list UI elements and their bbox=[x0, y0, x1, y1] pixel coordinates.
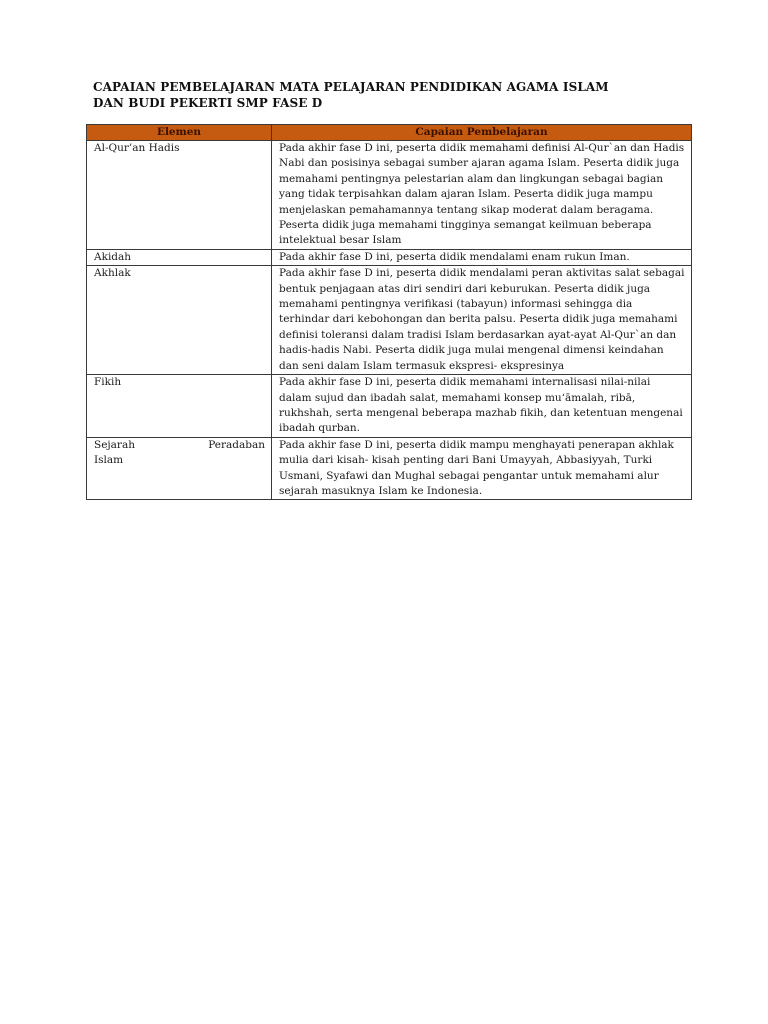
table-row bbox=[87, 141, 692, 250]
element-word: Peradaban bbox=[208, 438, 265, 451]
achievement-cell: Pada akhir fase D ini, peserta didik mampu menghayati penerapan akhlak mulia dari kisah- kisah penting dari Bani Umayyah, Abbasiyyah, Turki Usmani, Syafawi dan Mughal sebagai pengantar untuk memahami alur sejarah masuknya Islam ke Indonesia. bbox=[272, 437, 692, 500]
element-cell: Akidah bbox=[87, 249, 272, 265]
element-cell: Akhlak bbox=[87, 266, 272, 375]
element-cell: Al-Qur’an Hadis bbox=[87, 141, 272, 250]
element-cell bbox=[87, 437, 272, 500]
achievement-cell: Pada akhir fase D ini, peserta didik mendalami peran aktivitas salat sebagai bentuk penjagaan atas diri sendiri dari keburukan. Peserta didik juga memahami pentingnya verifikasi (tabayun) informasi sehingga dia terhindar dari kebohongan dan berita palsu. Peserta didik juga memahami definisi toleransi dalam tradisi Islam berdasarkan ayat-ayat Al-Qur`an dan hadis-hadis Nabi. Peserta didik juga mulai mengenal dimensi keindahan dan seni dalam Islam termasuk ekspresi- ekspresinya bbox=[272, 266, 692, 375]
element-word: Sejarah bbox=[94, 438, 135, 451]
header-elemen: Elemen bbox=[87, 125, 272, 141]
element-cell: Fikih bbox=[87, 375, 272, 438]
document-title-line-2: DAN BUDI PEKERTI SMP FASE D bbox=[93, 95, 323, 110]
element-text-line bbox=[94, 438, 265, 453]
achievement-cell: Pada akhir fase D ini, peserta didik memahami internalisasi nilai-nilai dalam sujud dan ibadah salat, memahami konsep mu‘āmalah, ribā, rukhshah, serta mengenal beberapa mazhab fikih, dan ketentuan mengenai ibadah qurban. bbox=[272, 375, 692, 438]
table-row bbox=[87, 375, 692, 438]
table-row bbox=[87, 266, 692, 375]
document-title-line-1: CAPAIAN PEMBELAJARAN MATA PELAJARAN PENDIDIKAN AGAMA ISLAM bbox=[93, 80, 609, 94]
table-row bbox=[87, 437, 692, 500]
table-body bbox=[87, 141, 692, 500]
achievement-cell: Pada akhir fase D ini, peserta didik memahami definisi Al-Qur`an dan Hadis Nabi dan posisinya sebagai sumber ajaran agama Islam. Peserta didik juga memahami pentingnya pelestarian alam dan lingkungan sebagai bagian yang tidak terpisahkan dalam ajaran Islam. Peserta didik juga mampu menjelaskan pemahamannya tentang sikap moderat dalam beragama. Peserta didik juga memahami tingginya semangat keilmuan beberapa intelektual besar Islam bbox=[272, 141, 692, 250]
header-capaian-pembelajaran: Capaian Pembelajaran bbox=[272, 125, 692, 141]
table-header-row bbox=[87, 125, 692, 141]
element-word: Islam bbox=[94, 454, 124, 467]
achievement-table bbox=[86, 124, 692, 500]
table-header bbox=[87, 125, 692, 141]
table-row bbox=[87, 249, 692, 265]
document-title bbox=[93, 80, 693, 111]
element-text bbox=[94, 438, 265, 469]
achievement-cell: Pada akhir fase D ini, peserta didik mendalami enam rukun Iman. bbox=[272, 249, 692, 265]
